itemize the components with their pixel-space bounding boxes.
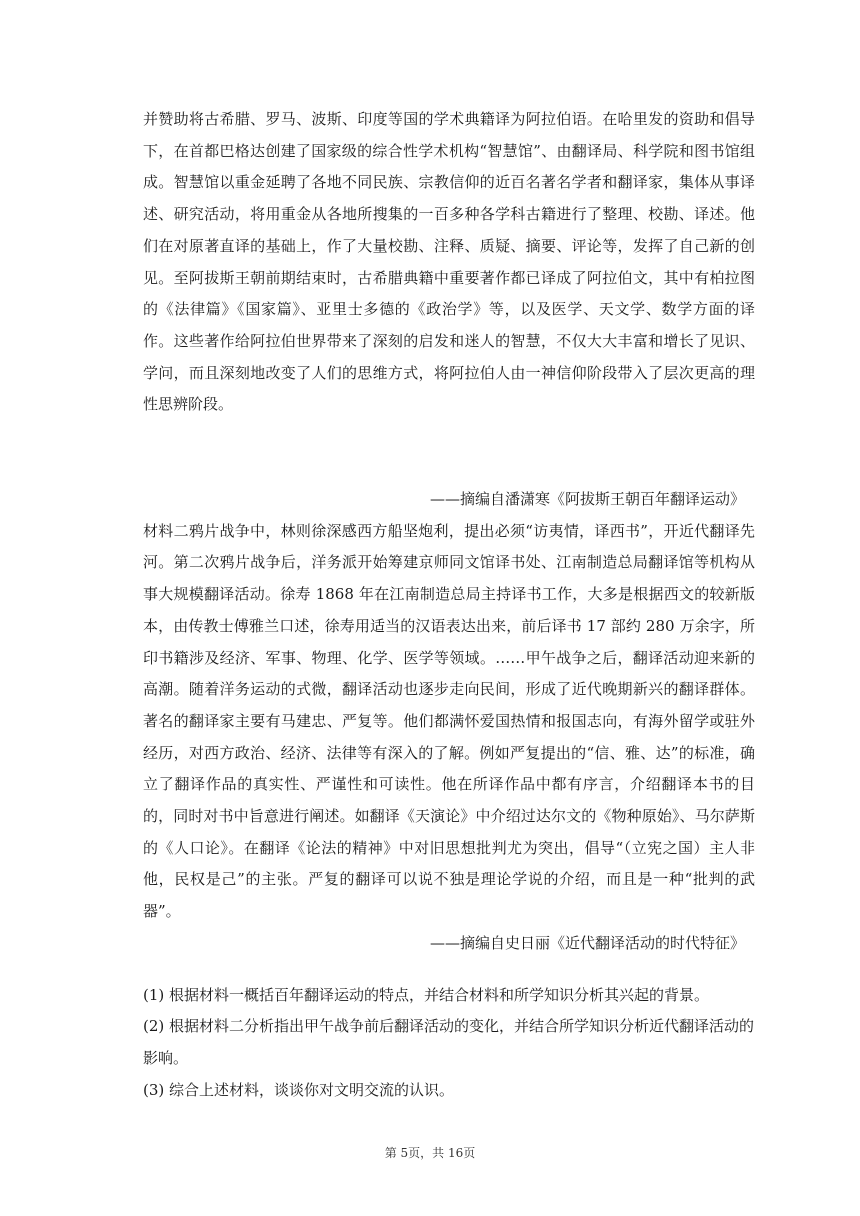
question-list [143, 980, 755, 1107]
question-item: (3) 综合上述材料，谈谈你对文明交流的认识。 [143, 1080, 455, 1099]
page-footer: 第 5页，共 16页 [384, 1146, 476, 1160]
question-item: (2) 根据材料二分析指出甲午战争前后翻译活动的变化，并结合所学知识分析近代翻译活动的影响。 [143, 1017, 755, 1067]
material-one-source: ——摘编自潘潇寒《阿拔斯王朝百年翻译运动》 [429, 490, 745, 508]
material-two-source: ——摘编自史日丽《近代翻译活动的时代特征》 [429, 933, 745, 952]
page-content [143, 104, 755, 1106]
material-one-paragraph [143, 104, 755, 484]
question-item: (1) 根据材料一概括百年翻译运动的特点，并结合材料和所学知识分析其兴起的背景。 [143, 985, 710, 1004]
material-two-text: 材料二鸦片战争中，林则徐深感西方船坚炮利，提出必须“访夷情，译西书”，开近代翻译先河。第二次鸦片战争后，洋务派开始筹建京师同文馆译书处、江南制造总局翻译馆等机构从事大规模翻译活动。徐寿 1868 年在江南制造总局主持译书工作，大多是根据西文的较新版本，由传教士傅雅兰口述，徐寿用适当的汉语表达出来，前后译书 17 部约 280 万余字，所印书籍涉及经济、军事、物理、化学、医学等领域。……甲午战争之后，翻译活动迎来新的高潮。随着洋务运动的式微，翻译活动也逐步走向民间，形成了近代晚期新兴的翻译群体。著名的翻译家主要有马建忠、严复等。他们都满怀爱国热情和报国志向，有海外留学或驻外经历，对西方政治、经济、法律等有深入的了解。例如严复提出的“信、雅、达”的标准，确立了翻译作品的真实性、严谨性和可读性。他在所译作品中都有序言，介绍翻译本书的目的，同时对书中旨意进行阐述。如翻译《天演论》中介绍过达尔文的《物种原始》、马尔萨斯的《人口论》。在翻译《论法的精神》中对旧思想批判尤为突出，倡导“（立宪之国）主人非他，民权是己”的主张。严复的翻译可以说不独是理论学说的介绍，而且是一种“批判的武器”。 [143, 521, 755, 921]
material-two-paragraph [143, 516, 755, 928]
material-one-text: 并赞助将古希腊、罗马、波斯、印度等国的学术典籍译为阿拉伯语。在哈里发的资助和倡导下，在首都巴格达创建了国家级的综合性学术机构“智慧馆”、由翻译局、科学院和图书馆组成。智慧馆以重金延聘了各地不同民族、宗教信仰的近百名著名学者和翻译家，集体从事译述、研究活动，将用重金从各地所搜集的一百多种各学科古籍进行了整理、校勘、译述。他们在对原著直译的基础上，作了大量校勘、注释、质疑、摘要、评论等，发挥了自己新的创见。至阿拔斯王朝前期结束时，古希腊典籍中重要著作都已译成了阿拉伯文，其中有柏拉图的《法律篇》《国家篇》、亚里士多德的《政治学》等，以及医学、天文学、数学方面的译作。这些著作给阿拉伯世界带来了深刻的启发和迷人的智慧，不仅大大丰富和增长了见识、学问，而且深刻地改变了人们的思维方式，将阿拉伯人由一神信仰阶段带入了层次更高的理性思辨阶段。 [143, 110, 755, 414]
